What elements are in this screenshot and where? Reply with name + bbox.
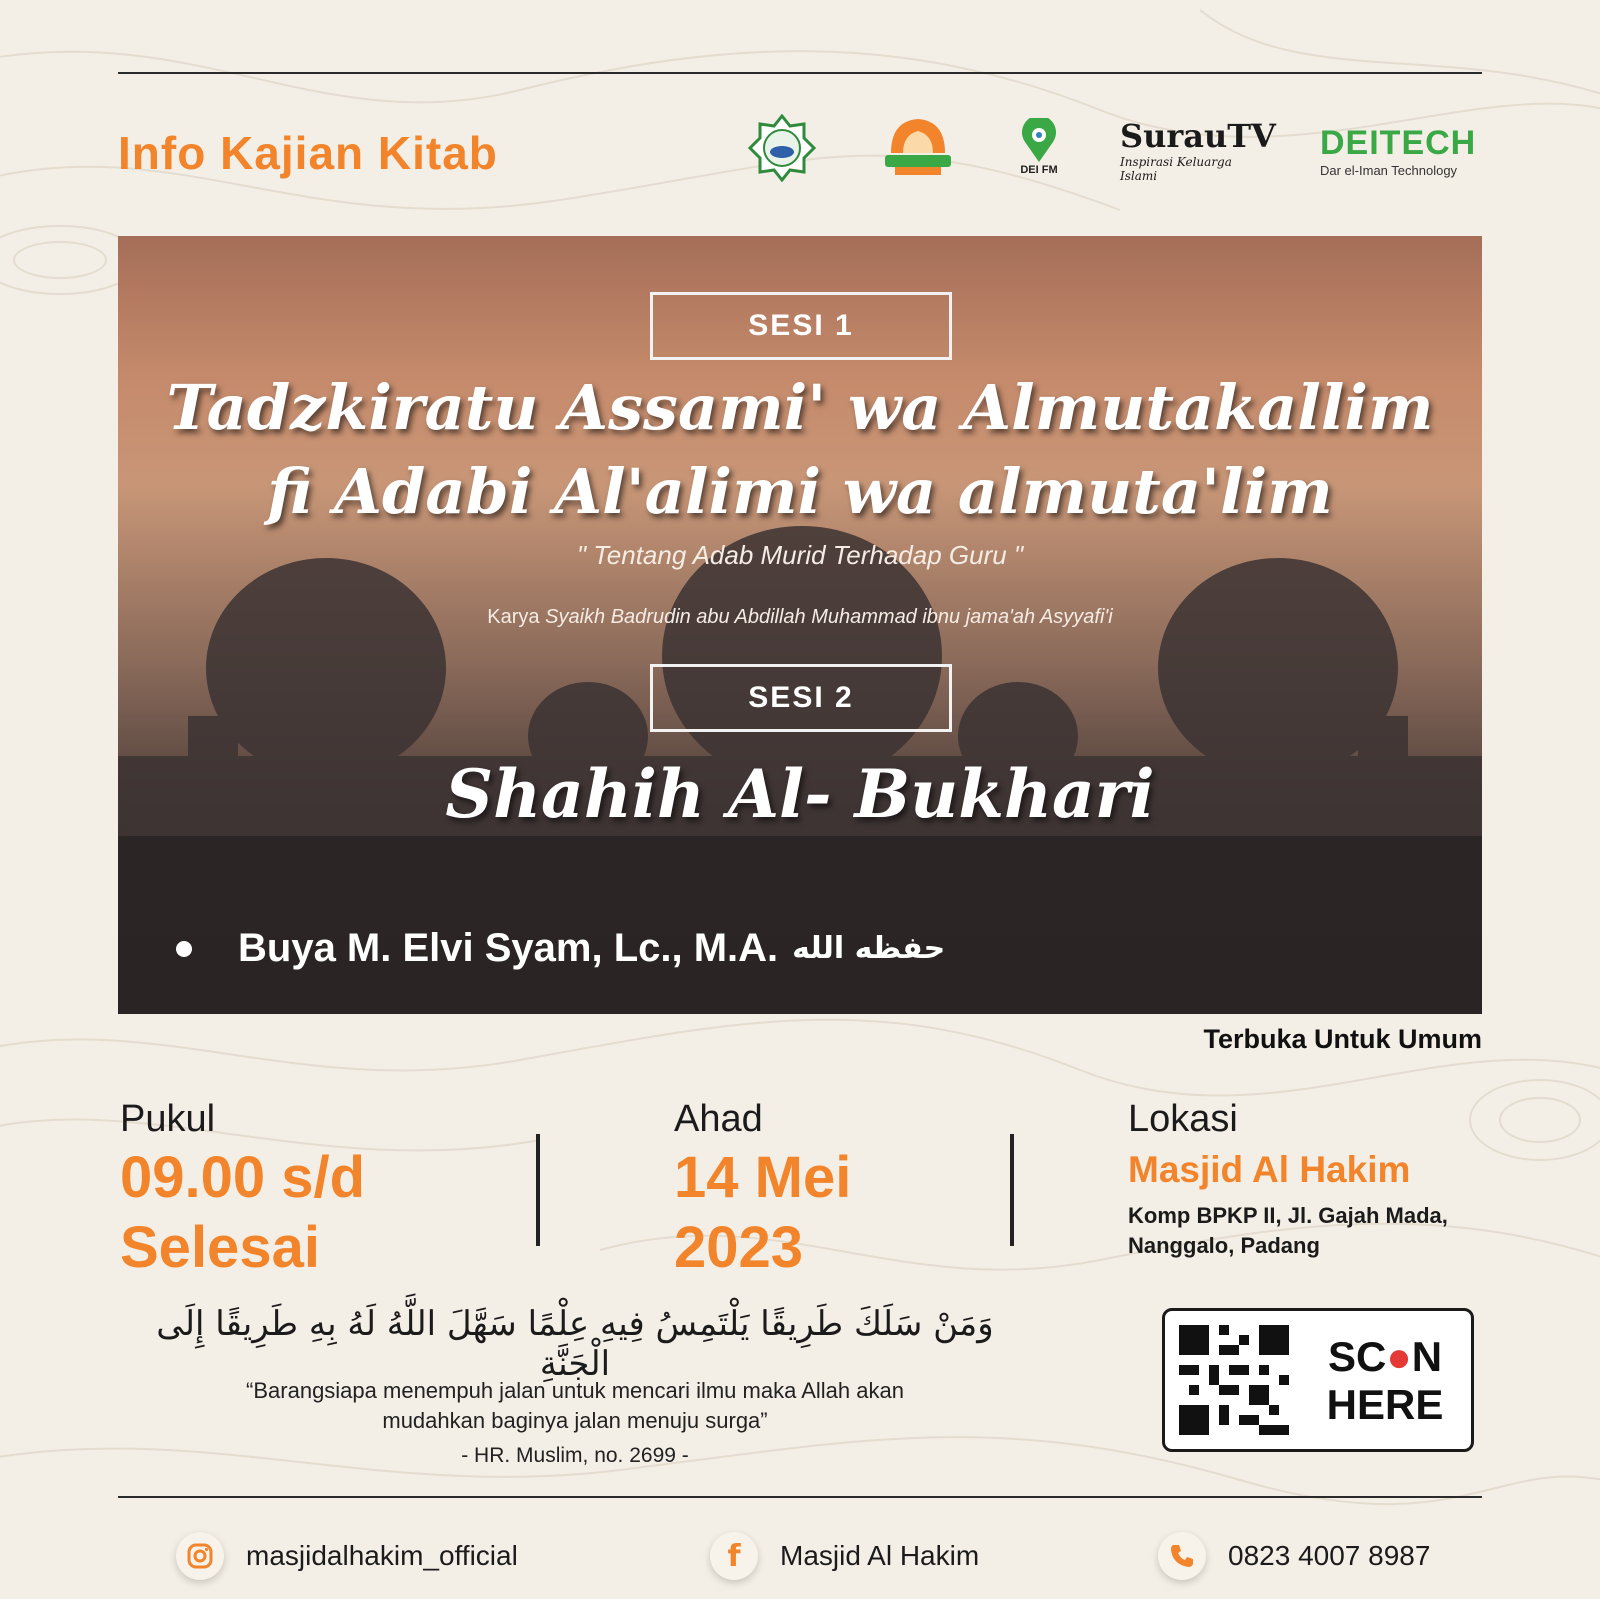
session1-title-line1: Tadzkiratu Assami' wa Almutakallim [166, 371, 1434, 444]
author-line: Karya Syaikh Badrudin abu Abdillah Muhammad ibnu jama'ah Asyyafi'i [487, 606, 1113, 628]
date-info: Ahad 14 Mei 2023 [674, 1098, 852, 1280]
instagram-icon [176, 1532, 224, 1580]
session2-badge: SESI 2 [650, 664, 952, 732]
session1-title-line2: fi Adabi Al'alimi wa almuta'lim [267, 455, 1333, 528]
bottom-divider [118, 1496, 1482, 1498]
deitech-logo: DEITECH Dar el-Iman Technology [1320, 124, 1477, 178]
phone-icon [1158, 1532, 1206, 1580]
hadith-source: - HR. Muslim, no. 2699 - [461, 1444, 689, 1467]
session1-subtitle: " Tentang Adab Murid Terhadap Guru " [576, 540, 1024, 570]
masjid-al-hakim-logo [880, 112, 956, 184]
speaker-honorific: حفظه الله [792, 931, 946, 966]
phone-link[interactable]: 0823 4007 8987 [1158, 1532, 1430, 1580]
location-pin-icon: ● [1386, 1333, 1412, 1380]
bullet-icon [176, 941, 192, 957]
info-divider [1010, 1134, 1014, 1246]
qr-code-icon[interactable] [1179, 1325, 1289, 1435]
scan-here-label: SC●N HERE [1326, 1333, 1444, 1428]
surau-tv-logo: SurauTV Inspirasi Keluarga Islami [1120, 117, 1276, 183]
time-info: Pukul 09.00 s/d Selesai [120, 1098, 366, 1280]
darul-iman-logo [746, 112, 818, 184]
instagram-link[interactable]: masjidalhakim_official [176, 1532, 518, 1580]
dei-fm-logo: DEI FM [1010, 112, 1068, 182]
facebook-link[interactable]: f Masjid Al Hakim [710, 1532, 979, 1580]
page-title: Info Kajian Kitab [118, 127, 498, 179]
open-public-note: Terbuka Untuk Umum [1203, 1024, 1482, 1054]
speaker [176, 926, 945, 971]
session1-badge: SESI 1 [650, 292, 952, 360]
speaker-name: Buya M. Elvi Syam, Lc., M.A. [238, 926, 779, 970]
qr-code-card[interactable] [1162, 1308, 1474, 1452]
hero-banner [118, 236, 1482, 1014]
top-divider [118, 72, 1482, 74]
info-divider [536, 1134, 540, 1246]
session2-title: Shahih Al- Bukhari [445, 755, 1155, 833]
hadith-translation: “Barangsiapa menempuh jalan untuk mencari ilmu maka Allah akan mudahkan baginya jalan menuju surga” [246, 1378, 904, 1433]
location-info: Lokasi Masjid Al Hakim Komp BPKP II, Jl. Gajah Mada, Nanggalo, Padang [1128, 1098, 1448, 1258]
hadith-arabic: وَمَنْ سَلَكَ طَرِيقًا يَلْتَمِسُ فِيهِ عِلْمًا سَهَّلَ اللَّهُ لَهُ بِهِ طَرِيقًا إِلَى الْجَنَّةِ [156, 1304, 994, 1384]
facebook-icon: f [710, 1532, 758, 1580]
